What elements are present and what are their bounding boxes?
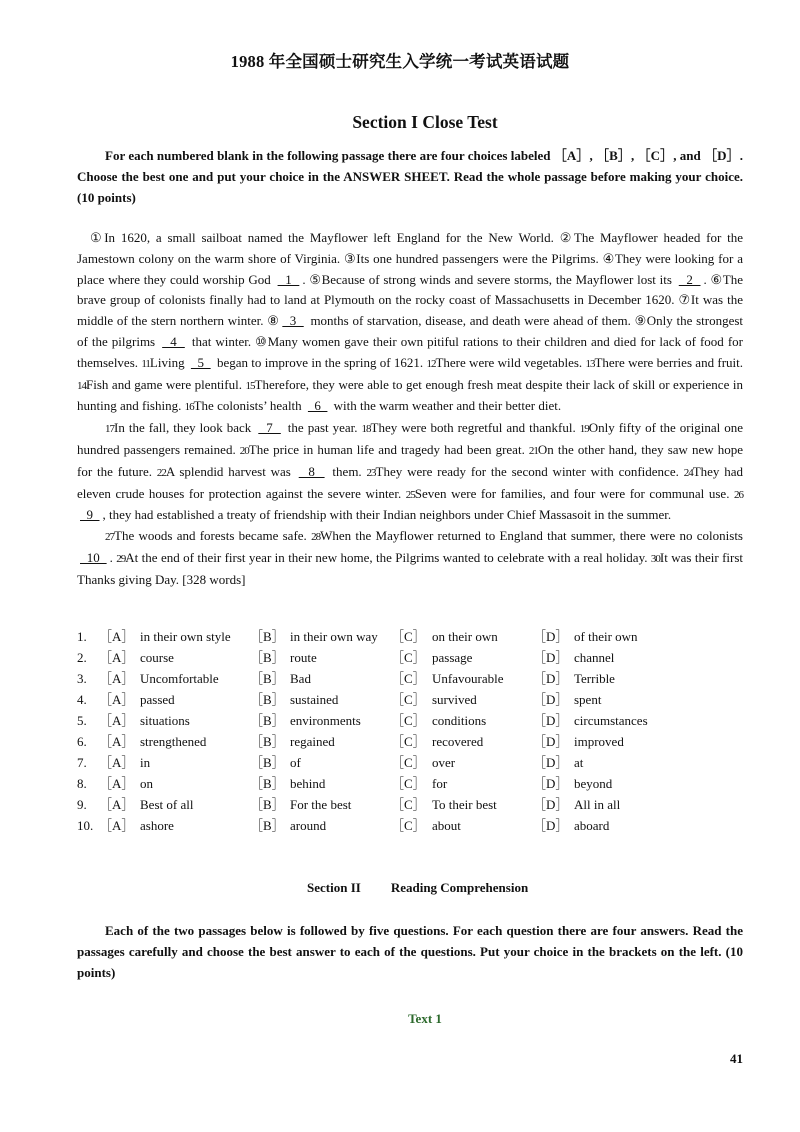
sentence-number: 30 [650,552,660,565]
exam-title: 1988 年全国硕士研究生入学统一考试英语试题 [230,52,570,71]
choice-a-text: strengthened [140,734,207,749]
choice-d-label: ［D］ [533,797,569,812]
choice-b-label: ［B］ [250,734,285,749]
choice-d-text: aboard [574,818,610,833]
passage-paragraph-1: ①In 1620, a small sailboat named the Mayflower left England for the New World. ②The Mayflower headed for the Jamestown colony on the warm shore of Virginia. ③Its one hundred passengers were the Pilgrims. ④They were looking for a place where they could worship God 1 . ⑤Because of strong winds and severe storms, the Mayflower lost its 2 . ⑥The brave group of colonists finally had to land at Plymouth on the rocky coast of Massachusetts in December 1620. ⑦It was the middle of the stern northern winter. ⑧ 3 months of starvation, disease, and death were ahead of them. ⑨Only the strongest of the pilgrims 4 that winter. ⑩Many women gave their own pitiful rations to their children and died for lack of food for themselves. 11Living 5 began to improve in the spring of 1621. 12There were wild vegetables. 13There were berries and fruit. 14Fish and game were plentiful. 15Therefore, they were able to get enough fresh meat despite their lack of skill or experience in hunting and fishing. 16The colonists’ health 6 with the warm weather and their better diet. [77,230,744,414]
choice-a-label: ［A］ [99,671,135,686]
question-number: 9. [77,797,87,812]
choice-a-text: in [140,755,151,770]
question-number: 10. [77,818,94,833]
option-row [77,647,757,668]
choice-d-text: Terrible [574,671,615,686]
choice-b-label: ［B］ [250,776,285,791]
choice-d-text: spent [574,692,602,707]
passage-paragraph-3: 27The woods and forests became safe. 28When the Mayflower returned to England that summer, there were no colonists 10 . 29At the end of their first year in their new home, the Pilgrims wanted to celebrate with a real holiday. 30It was their first Thanks giving Day. [328 words] [77,528,744,587]
choice-a-label: ［A］ [99,629,135,644]
section2-instructions [77,920,743,983]
section2-label: Section II [307,880,361,895]
choice-b-label: ［B］ [250,671,285,686]
question-number: 8. [77,776,87,791]
blank-5: 5 [190,354,211,370]
choice-c-text: over [432,755,456,770]
choice-a-label: ［A］ [99,755,135,770]
sentence-number: 26 [734,488,743,501]
choice-c-label: ［C］ [391,797,426,812]
option-row [77,731,757,752]
choice-b-label: ［B］ [250,713,285,728]
option-row [77,626,757,647]
choice-b-label: ［B］ [250,797,285,812]
choice-c-text: To their best [432,797,497,812]
sentence-number: 25 [405,488,415,501]
question-number: 2. [77,650,87,665]
sentence-number: 12 [426,357,436,370]
choice-d-label: ［D］ [533,776,569,791]
choice-b-text: around [290,818,327,833]
section2-instructions-text: Each of the two passages below is followed by five questions. For each question there are four answers. Read the passages carefully and choose the best answer to each of the questions. Put your choice in the brackets on the left. (10 points) [77,923,743,980]
choice-c-label: ［C］ [391,818,426,833]
choice-b-text: behind [290,776,326,791]
choice-b-text: sustained [290,692,339,707]
blank-8: 8 [298,463,325,479]
sentence-number: 11 [141,357,150,370]
option-row [77,815,757,836]
choice-b-text: regained [290,734,335,749]
choice-b-label: ［B］ [250,629,285,644]
blank-2: 2 [678,271,701,287]
choice-a-text: in their own style [140,629,231,644]
choice-c-text: for [432,776,448,791]
choice-a-label: ［A］ [99,797,135,812]
text1-label: Text 1 [408,1011,442,1026]
choice-d-text: at [574,755,584,770]
instructions-text: For each numbered blank in the following passage there are four choices labeled ［A］, ［B］, ［C］, and ［D］. Choose the best one and put your choice in the ANSWER SHEET. Read the whole passage before making your choice. (10 points) [77,148,743,205]
choice-a-label: ［A］ [99,776,135,791]
question-number: 4. [77,692,87,707]
sentence-number: 16 [184,401,194,414]
section2-title: Reading Comprehension [390,880,529,895]
sentence-number: 19 [579,423,589,436]
choice-a-text: Best of all [140,797,194,812]
choice-c-text: passage [432,650,473,665]
choice-d-text: beyond [574,776,613,791]
section2-header [307,880,528,896]
choice-a-text: on [140,776,153,791]
choice-b-label: ［B］ [250,650,285,665]
option-row [77,794,757,815]
sentence-number: 23 [366,466,376,479]
choice-d-text: of their own [574,629,638,644]
choice-b-label: ［B］ [250,755,285,770]
question-number: 5. [77,713,87,728]
sentence-number: 15 [245,379,255,392]
choice-b-text: route [290,650,317,665]
sentence-number: 13 [585,357,595,370]
blank-3: 3 [282,313,304,329]
option-row [77,689,757,710]
choice-c-text: survived [432,692,477,707]
choice-d-label: ［D］ [533,629,569,644]
sentence-number: 18 [361,423,371,436]
option-row [77,668,757,689]
blank-4: 4 [162,333,185,349]
choice-d-text: improved [574,734,624,749]
blank-10: 10 [80,549,107,565]
blank-7: 7 [258,420,281,436]
sentence-number: 21 [528,444,538,457]
choice-d-label: ［D］ [533,671,569,686]
question-number: 7. [77,755,87,770]
choice-d-label: ［D］ [533,713,569,728]
option-row [77,752,757,773]
passage-paragraph-2: 17In the fall, they look back 7 the past year. 18They were both regretful and thankful. 19Only fifty of the original one hundred passengers remained. 20The price in human life and tragedy had been great. 21On the other hand, they saw new hope for the future. 22A splendid harvest was 8 them. 23They were ready for the second winter with confidence. 24They had eleven crude houses for protection against the severe winter. 25Seven were for families, and four were for communal use. 26 9 , they had established a treaty of friendship with their Indian neighbors under Chief Massasoit in the summer. [77,420,744,523]
choice-a-text: ashore [140,818,174,833]
choice-b-text: Bad [290,671,311,686]
blank-9: 9 [80,507,100,523]
choice-a-label: ［A］ [99,818,135,833]
sentence-number: 20 [239,444,249,457]
choice-c-text: conditions [432,713,487,728]
choice-c-label: ［C］ [391,671,426,686]
sentence-number: 22 [156,466,166,479]
blank-6: 6 [307,398,328,414]
choice-c-label: ［C］ [391,650,426,665]
choice-c-text: Unfavourable [432,671,504,686]
choice-b-text: environments [290,713,361,728]
choice-c-label: ［C］ [391,776,426,791]
option-row [77,773,757,794]
choice-b-text: For the best [290,797,352,812]
sentence-number: 29 [116,552,126,565]
section1-title: Section I Close Test [352,112,498,132]
choice-c-label: ［C］ [391,629,426,644]
page-number: 41 [730,1051,743,1066]
sentence-number: 24 [683,466,693,479]
choice-c-text: about [432,818,461,833]
choice-a-text: Uncomfortable [140,671,219,686]
choice-d-text: All in all [574,797,621,812]
question-number: 1. [77,629,87,644]
choice-d-label: ［D］ [533,734,569,749]
sentence-number: 28 [311,531,321,544]
sentence-number: 27 [105,531,114,544]
choice-a-label: ［A］ [99,713,135,728]
choice-b-text: of [290,755,301,770]
choice-c-text: on their own [432,629,498,644]
sentence-number: 17 [105,423,114,436]
choice-d-label: ［D］ [533,755,569,770]
question-number: 3. [77,671,87,686]
answer-options [77,626,757,836]
choice-d-label: ［D］ [533,692,569,707]
choice-a-text: situations [140,713,190,728]
choice-d-label: ［D］ [533,818,569,833]
choice-c-text: recovered [432,734,484,749]
blank-1: 1 [277,271,300,287]
section1-instructions [77,145,743,208]
choice-a-label: ［A］ [99,650,135,665]
option-row [77,710,757,731]
choice-b-label: ［B］ [250,692,285,707]
choice-a-label: ［A］ [99,692,135,707]
choice-a-label: ［A］ [99,734,135,749]
choice-c-label: ［C］ [391,734,426,749]
question-number: 6. [77,734,87,749]
choice-b-label: ［B］ [250,818,285,833]
choice-c-label: ［C］ [391,692,426,707]
choice-a-text: course [140,650,174,665]
cloze-passage [77,228,743,591]
choice-d-text: circumstances [574,713,648,728]
choice-c-label: ［C］ [391,713,426,728]
choice-c-label: ［C］ [391,755,426,770]
sentence-number: 14 [77,379,86,392]
choice-d-label: ［D］ [533,650,569,665]
choice-a-text: passed [140,692,175,707]
choice-b-text: in their own way [290,629,378,644]
choice-d-text: channel [574,650,615,665]
